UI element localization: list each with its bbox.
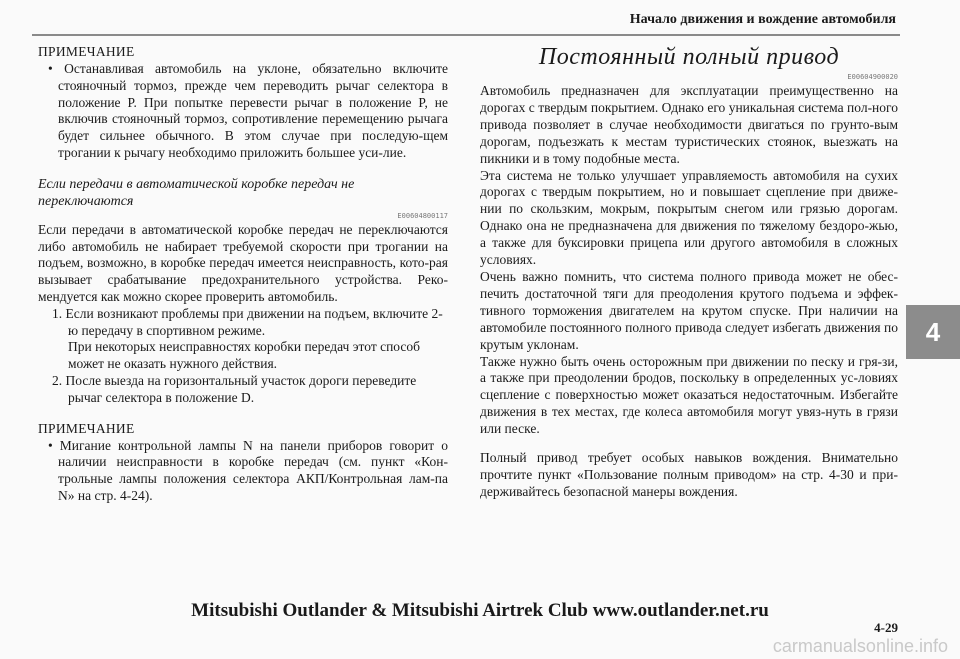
section-title: Постоянный полный привод: [538, 44, 840, 70]
section-paragraph: Если передачи в автоматической коробке передач не переключаются либо автомобиль не набирает требуемой скорости при трогании на подъем, возможно, в коробке передач имеется неисправность, кото-рая вызывает срабатывание предохранительного устройства. Реко-мендуется как можно скорее проверить автомобиль.: [38, 221, 448, 304]
list-item-2: 2. После выезда на горизонтальный участок дороги переведите рычаг селектора в положение D.: [52, 372, 417, 405]
chapter-tab: 4: [906, 305, 960, 359]
section-code-right: E00604900020: [847, 73, 898, 81]
footer-club-text: Mitsubishi Outlander & Mitsubishi Airtrek Club www.outlander.net.ru: [191, 600, 769, 621]
note-heading-2: ПРИМЕЧАНИЕ: [38, 420, 135, 436]
list-item-1-continuation: При некоторых неисправностях коробки передач этот способ может не оказать нужного действия.: [68, 339, 421, 372]
note-text-2: • Мигание контрольной лампы N на панели приборов говорит о наличии неисправности в коробке передач (см. пункт «Кон-трольные лампы положения селектора АКП/Контрольная лам-па N» на стр. 4-24).: [48, 437, 448, 503]
paragraph-5: Полный привод требует особых навыков вождения. Внимательно прочтите пункт «Пользование полным приводом» на стр. 4-30 и при-держивайтесь безопасной манеры вождения.: [480, 450, 898, 499]
section-code: E00604800117: [397, 211, 448, 220]
page-number: 4-29: [874, 620, 898, 635]
paragraph-1: Автомобиль предназначен для эксплуатации преимущественно на дорогах с твердым покрытием. Однако его уникальная система пол-ного привода позволяет в случае необходимости двигаться по грунто-вым дорогам, подъезжать к местам туристических стоянок, выезжать на пикники и в тому подобные места.: [480, 83, 898, 166]
paragraph-2: Эта система не только улучшает управляемость автомобиля на сухих дорогах с твердым покрытием, но и повышает сцепление при движе-нии по скользким, мокрым, покрытым снегом или грязью дорогам. Однако она не предназначена для движения по тяжелому бездоро-жью, а также для буксировки прицепа или другого автомобиля в сложных условиях.: [480, 167, 898, 268]
right-column: [480, 44, 898, 501]
running-header: Начало движения и вождение автомобиля: [629, 12, 896, 27]
list-item-1: 1. Если возникают проблемы при движении на подъем, включите 2-ю передачу в спортивном режиме.: [52, 305, 443, 338]
paragraph-4: Также нужно быть очень осторожным при движении по песку и гря-зи, а также при преодолении бродов, поскольку в определенных ус-ловиях сцепление с поверхностью может оказаться недостаточным. Избегайте движения в тех местах, где колеса автомобиля могут увяз-нуть в грязи или песке.: [480, 353, 898, 437]
watermark: carmanualsonline.info: [772, 636, 948, 656]
section-heading: Если передачи в автоматической коробке передач не переключаются: [38, 176, 355, 209]
left-column: [38, 44, 448, 505]
header-divider: [32, 34, 900, 36]
note-heading: ПРИМЕЧАНИЕ: [38, 44, 135, 59]
paragraph-3: Очень важно помнить, что система полного привода может не обес-печить достаточной тяги для преодоления крутого подъема и эффек-тивного торможения двигателем на крутом спуске. При наличии на автомобиле постоянного полного привода следует избегать движения по крутым уклонам.: [480, 268, 898, 352]
note-text: • Останавливая автомобиль на уклоне, обязательно включите стояночный тормоз, прежде чем переводить рычаг селектора в положение P. При попытке перевести рычаг в положение P, не включив стояночный тормоз, сопротивление перемещению рычага будет сильнее обычного. В этом случае при последую-щем трогании к рычагу необходимо приложить большее уси-лие.: [48, 61, 448, 160]
